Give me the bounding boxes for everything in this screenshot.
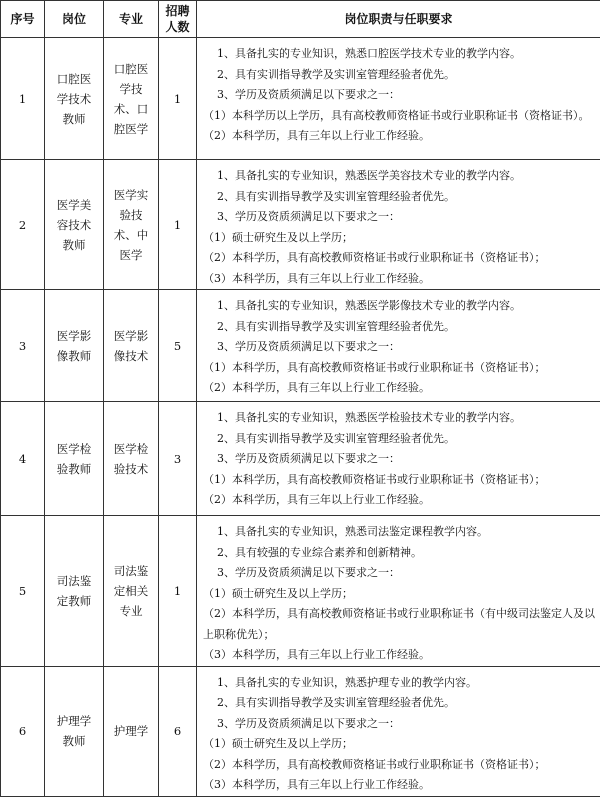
requirement-line: 1、具备扎实的专业知识，熟悉口腔医学技术专业的教学内容。 <box>203 44 596 65</box>
header-major: 专业 <box>104 1 159 38</box>
row-requirements <box>197 38 600 160</box>
requirement-line: 1、具备扎实的专业知识，熟悉医学检验技术专业的教学内容。 <box>203 408 596 429</box>
table-row <box>1 516 600 667</box>
requirement-line: 2、具有实训指导教学及实训室管理经验者优先。 <box>203 65 596 86</box>
row-position: 护理学 教师 <box>45 666 104 796</box>
row-seq: 4 <box>1 402 45 516</box>
row-position: 医学影 像教师 <box>45 290 104 402</box>
row-count: 1 <box>159 38 197 160</box>
requirement-line: 2、具有较强的专业综合素养和创新精神。 <box>203 543 596 564</box>
row-count: 3 <box>159 402 197 516</box>
requirement-line: （2）本科学历，具有三年以上行业工作经验。 <box>203 378 596 399</box>
row-requirements <box>197 402 600 516</box>
requirement-line: （2）本科学历，具有高校教师资格证书或行业职称证书（资格证书）； <box>203 248 596 269</box>
requirement-line: （1）硕士研究生及以上学历； <box>203 734 596 755</box>
row-major: 医学检 验技术 <box>104 402 159 516</box>
requirement-line: （2）本科学历，具有三年以上行业工作经验。 <box>203 490 596 511</box>
row-major: 护理学 <box>104 666 159 796</box>
row-count: 5 <box>159 290 197 402</box>
requirement-line: （3）本科学历，具有三年以上行业工作经验。 <box>203 645 596 666</box>
requirement-line: （1）本科学历，具有高校教师资格证书或行业职称证书（资格证书）； <box>203 358 596 379</box>
requirement-line: 1、具备扎实的专业知识，熟悉医学影像技术专业的教学内容。 <box>203 296 596 317</box>
requirement-line: 1、具备扎实的专业知识，熟悉护理专业的教学内容。 <box>203 673 596 694</box>
row-major: 医学实 验技 术、中 医学 <box>104 160 159 290</box>
header-position: 岗位 <box>45 1 104 38</box>
requirement-line: 2、具有实训指导教学及实训室管理经验者优先。 <box>203 187 596 208</box>
table-row <box>1 38 600 160</box>
row-position: 口腔医 学技术 教师 <box>45 38 104 160</box>
row-requirements <box>197 666 600 796</box>
row-seq: 6 <box>1 666 45 796</box>
row-requirements <box>197 290 600 402</box>
requirement-line: 1、具备扎实的专业知识，熟悉司法鉴定课程教学内容。 <box>203 522 596 543</box>
row-position: 医学检 验教师 <box>45 402 104 516</box>
requirement-line: （1）硕士研究生及以上学历； <box>203 228 596 249</box>
requirement-line: （1）硕士研究生及以上学历； <box>203 584 596 605</box>
row-count: 1 <box>159 516 197 667</box>
requirement-line: 3、学历及资质须满足以下要求之一： <box>203 714 596 735</box>
table-row <box>1 666 600 796</box>
requirement-line: 2、具有实训指导教学及实训室管理经验者优先。 <box>203 693 596 714</box>
table-row <box>1 290 600 402</box>
requirement-line: 3、学历及资质须满足以下要求之一： <box>203 337 596 358</box>
requirement-line: （3）本科学历，具有三年以上行业工作经验。 <box>203 775 596 796</box>
row-position: 司法鉴 定教师 <box>45 516 104 667</box>
row-seq: 3 <box>1 290 45 402</box>
header-count: 招聘 人数 <box>159 1 197 38</box>
row-seq: 2 <box>1 160 45 290</box>
row-major: 司法鉴 定相关 专业 <box>104 516 159 667</box>
row-major: 医学影 像技术 <box>104 290 159 402</box>
requirement-line: （2）本科学历，具有高校教师资格证书或行业职称证书（有中级司法鉴定人及以上职称优先）； <box>203 604 596 645</box>
requirement-line: 3、学历及资质须满足以下要求之一： <box>203 207 596 228</box>
table-row <box>1 160 600 290</box>
row-requirements <box>197 516 600 667</box>
row-count: 6 <box>159 666 197 796</box>
requirement-line: （3）本科学历，具有三年以上行业工作经验。 <box>203 269 596 290</box>
row-count: 1 <box>159 160 197 290</box>
requirement-line: （1）本科学历以上学历，具有高校教师资格证书或行业职称证书（资格证书）。 <box>203 106 596 127</box>
header-seq: 序号 <box>1 1 45 38</box>
row-requirements <box>197 160 600 290</box>
header-requirements: 岗位职责与任职要求 <box>197 1 600 38</box>
row-major: 口腔医 学技 术、口 腔医学 <box>104 38 159 160</box>
requirement-line: （1）本科学历，具有高校教师资格证书或行业职称证书（资格证书）； <box>203 470 596 491</box>
requirement-line: 2、具有实训指导教学及实训室管理经验者优先。 <box>203 317 596 338</box>
row-seq: 5 <box>1 516 45 667</box>
requirement-line: 2、具有实训指导教学及实训室管理经验者优先。 <box>203 429 596 450</box>
header-row <box>1 1 600 38</box>
requirement-line: 3、学历及资质须满足以下要求之一： <box>203 85 596 106</box>
requirement-line: 3、学历及资质须满足以下要求之一： <box>203 563 596 584</box>
requirement-line: 1、具备扎实的专业知识，熟悉医学美容技术专业的教学内容。 <box>203 166 596 187</box>
requirement-line: （2）本科学历，具有高校教师资格证书或行业职称证书（资格证书）； <box>203 755 596 776</box>
requirement-line: （2）本科学历，具有三年以上行业工作经验。 <box>203 126 596 147</box>
requirement-line: 3、学历及资质须满足以下要求之一： <box>203 449 596 470</box>
table-row <box>1 402 600 516</box>
row-seq: 1 <box>1 38 45 160</box>
row-position: 医学美 容技术 教师 <box>45 160 104 290</box>
